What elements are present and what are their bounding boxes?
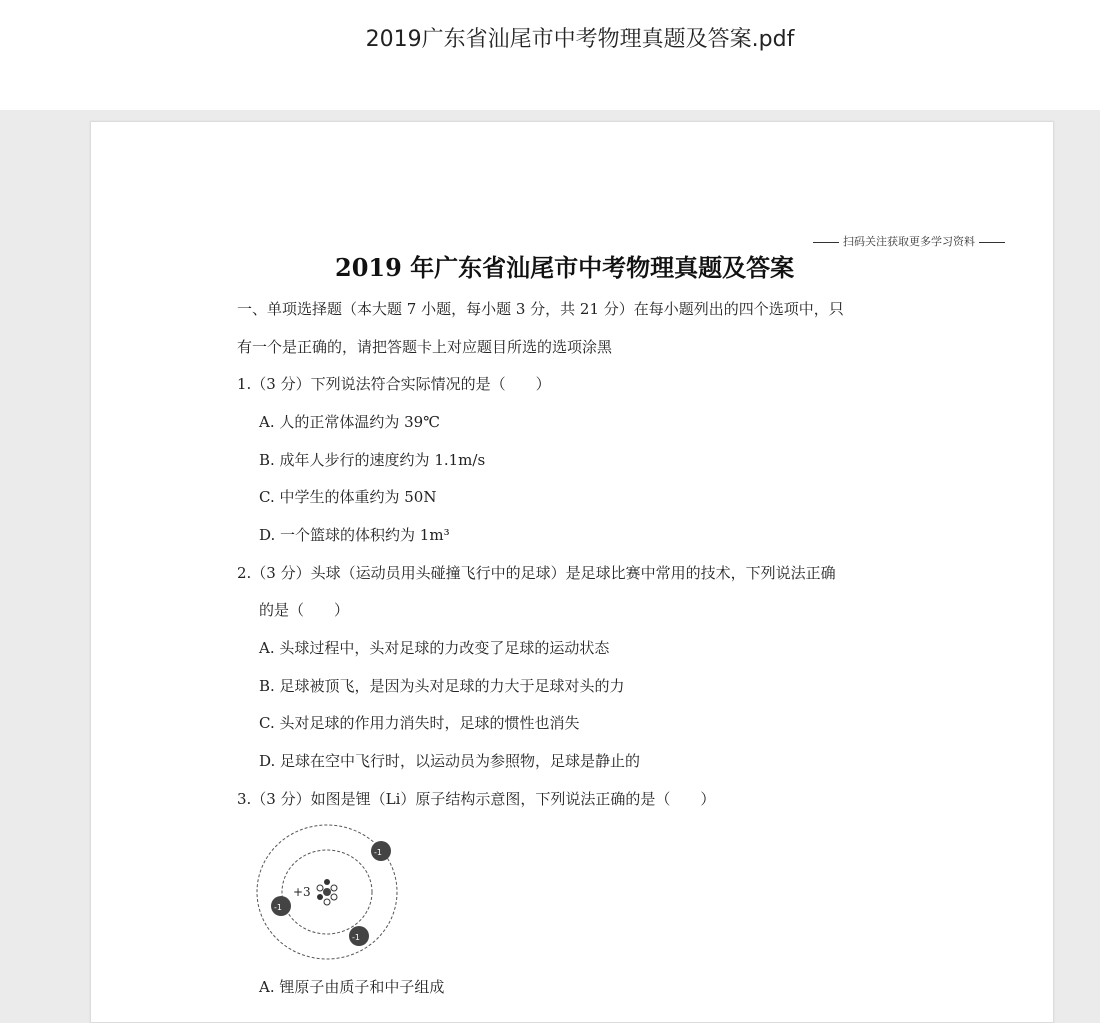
file-title: 2019广东省汕尾市中考物理真题及答案.pdf	[365, 27, 795, 52]
question-2-stem-line-2: 的是（ ）	[259, 601, 350, 619]
nucleus-charge-label: +3	[293, 885, 311, 899]
viewer-header	[0, 0, 1100, 110]
electron-top-right	[371, 841, 391, 861]
watermark	[809, 233, 1009, 249]
question-2-option-a: A. 头球过程中，头对足球的力改变了足球的运动状态	[259, 639, 610, 657]
question-1-option-c: C. 中学生的体重约为 50N	[259, 488, 437, 506]
question-1-option-d: D. 一个篮球的体积约为 1m³	[259, 526, 450, 544]
question-2-option-c: C. 头对足球的作用力消失时，足球的惯性也消失	[259, 714, 580, 732]
watermark-text: 扫码关注获取更多学习资料	[843, 235, 975, 248]
question-1-option-b: B. 成年人步行的速度约为 1.1m/s	[259, 451, 486, 469]
svg-text:-1: -1	[374, 848, 382, 857]
section-instruction-line-2: 有一个是正确的，请把答题卡上对应题目所选的选项涂黑	[237, 338, 613, 356]
pdf-page[interactable]	[90, 121, 1054, 1023]
electron-bottom	[349, 926, 369, 946]
question-3-option-a: A. 锂原子由质子和中子组成	[259, 978, 445, 996]
paper-title: 2019 年广东省汕尾市中考物理真题及答案	[335, 253, 795, 282]
electron-left	[271, 896, 291, 916]
watermark-rule-right	[979, 242, 1005, 243]
svg-text:-1: -1	[352, 933, 360, 942]
watermark-rule-left	[813, 242, 839, 243]
section-instruction-line-1: 一、单项选择题（本大题 7 小题，每小题 3 分，共 21 分）在每小题列出的四个选项中，只	[237, 300, 844, 318]
nucleus	[317, 879, 337, 905]
question-2-stem-line-1: 2.（3 分）头球（运动员用头碰撞飞行中的足球）是足球比赛中常用的技术，下列说法正确	[237, 564, 836, 582]
question-3-stem: 3.（3 分）如图是锂（Li）原子结构示意图，下列说法正确的是（ ）	[237, 790, 716, 808]
lithium-atom-diagram	[251, 822, 401, 962]
svg-text:-1: -1	[274, 903, 282, 912]
question-1-stem: 1.（3 分）下列说法符合实际情况的是（ ）	[237, 375, 551, 393]
question-1-option-a: A. 人的正常体温约为 39℃	[259, 413, 441, 431]
question-2-option-d: D. 足球在空中飞行时，以运动员为参照物，足球是静止的	[259, 752, 641, 770]
question-2-option-b: B. 足球被顶飞，是因为头对足球的力大于足球对头的力	[259, 677, 625, 695]
